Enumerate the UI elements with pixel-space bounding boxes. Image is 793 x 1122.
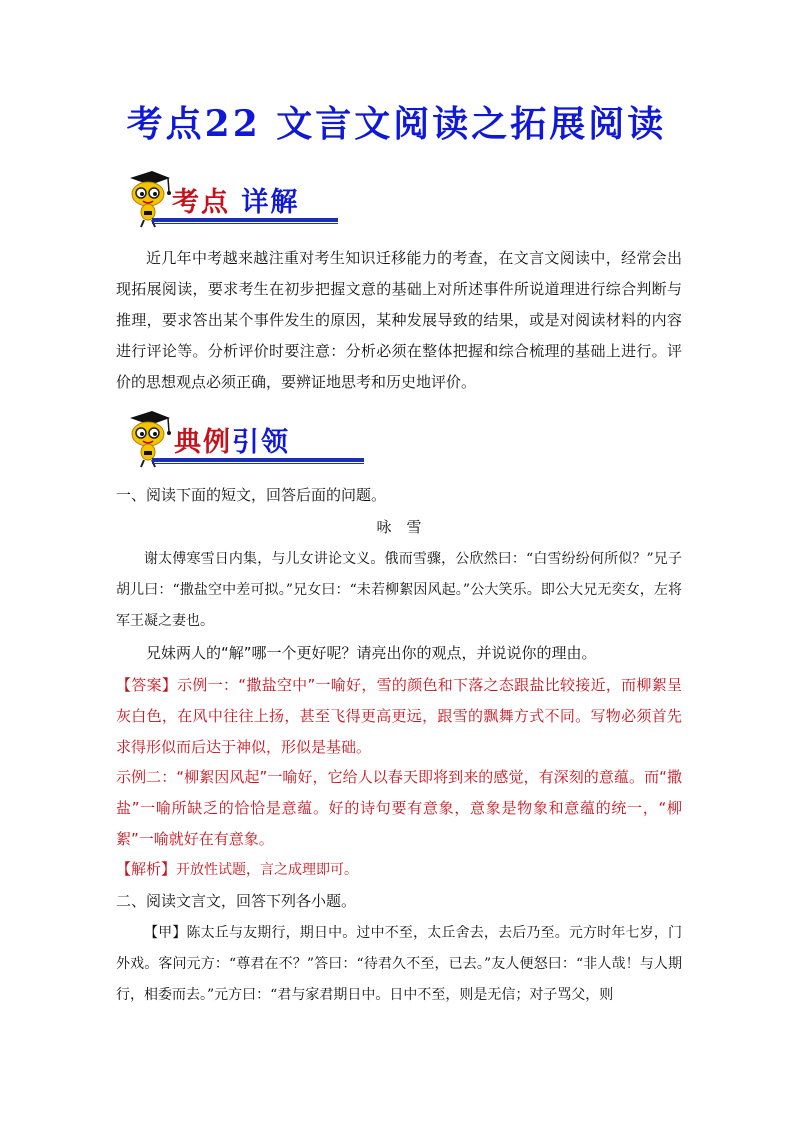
question-1-heading: 一、阅读下面的短文，回答后面的问题。 <box>116 486 387 504</box>
answer-example-2: 示例二：“柳絮因风起”一喻好，它给人以春天即将到来的感觉，有深刻的意蕴。而“撒盐”一喻所缺乏的恰恰是意蕴。好的诗句要有意象，意象是物象和意蕴的统一，“柳絮”一喻就好在有意象。 <box>116 768 682 848</box>
section-label: 典例引领 <box>174 427 290 458</box>
passage-2-text: 【甲】陈太丘与友期行，期日中。过中不至，太丘舍去，去后乃至。元方时年七岁，门外戏。客问元方：“尊君在不？”答曰：“待君久不至，已去。”友人便怒曰：“非人哉！与人期行，相委而去。”元方曰：“君与家君期日中。日中不至，则是无信；对子骂父，则 <box>116 925 682 1003</box>
answer-tag: 【答案】 <box>116 676 178 694</box>
passage-title: 咏 雪 <box>376 518 422 536</box>
answer-example-1: 示例一：“撒盐空中”一喻好，雪的颜色和下落之态跟盐比较接近，而柳絮呈灰白色，在风中往往上扬，甚至飞得更高更远，跟雪的飘舞方式不同。写物必须首先求得形似而后达于神似，形似是基础。 <box>116 676 682 756</box>
section-underline <box>152 218 338 222</box>
intro-paragraph: 近几年中考越来越注重对考生知识迁移能力的考查，在文言文阅读中，经常会出现拓展阅读，要求考生在初步把握文意的基础上对所述事件所说道理进行综合判断与推理，要求答出某个事件发生的原因，某种发展导致的结果，或是对阅读材料的内容进行评论等。分析评价时要注意：分析必须在整体把握和综合梳理的基础上进行。评价的思想观点必须正确，要辨证地思考和历史地评价。 <box>116 249 682 391</box>
question-2-heading: 二、阅读文言文，回答下列各小题。 <box>116 892 357 910</box>
page-title: 考点22 文言文阅读之拓展阅读 <box>126 103 667 145</box>
section-banner-dianli <box>112 408 372 470</box>
section-underline-thin <box>152 463 364 464</box>
section-label: 考点 详解 <box>172 187 300 218</box>
passage-1-text: 谢太傅寒雪日内集，与儿女讲论文义。俄而雪骤，公欣然曰：“白雪纷纷何所似？”兄子胡儿曰：“撒盐空中差可拟。”兄女曰：“未若柳絮因风起。”公大笑乐。即公大兄无奕女，左将军王凝之妻也。 <box>116 551 682 629</box>
section-underline <box>152 458 364 462</box>
answer-block <box>116 670 682 763</box>
question-1-prompt: 兄妹两人的“解”哪一个更好呢？请亮出你的观点，并说说你的理由。 <box>146 644 597 662</box>
section-underline-thin <box>152 223 338 224</box>
analysis-tag: 【解析】 <box>116 860 177 878</box>
analysis-block <box>116 854 682 886</box>
section-banner-kaodian <box>112 168 342 230</box>
analysis-text: 开放性试题，言之成理即可。 <box>176 862 359 878</box>
